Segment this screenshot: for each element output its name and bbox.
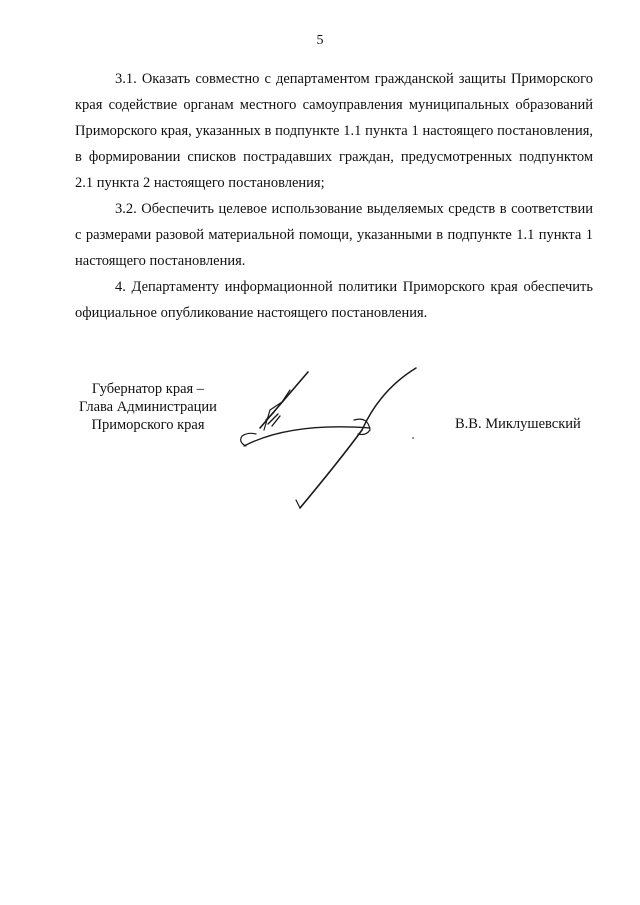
signatory-title <box>60 380 236 434</box>
paragraph-3-2: 3.2. Обеспечить целевое использование выделяемых средств в соответствии с размерами разовой материальной помощи, указанными в подпункте 1.1 пункта 1 настоящего постановления. <box>75 201 593 269</box>
handwritten-signature-icon <box>230 350 430 520</box>
page-number: 5 <box>316 33 324 48</box>
signatory-name: В.В. Миклушевский <box>455 416 581 432</box>
paragraph-3-1: 3.1. Оказать совместно с департаментом гражданской защиты Приморского края содействие органам местного самоуправления муниципальных образований Приморского края, указанных в подпункте 1.1 пункта 1 настоящего постановления, в формировании списков пострадавших граждан, предусмотренных подпунктом 2.1 пункта 2 настоящего постановления; <box>75 71 593 191</box>
signatory-title-line: Приморского края <box>91 417 205 433</box>
signatory-title-line: Глава Администрации <box>79 399 217 415</box>
signatory-title-line: Губернатор края – <box>91 381 205 397</box>
document-body <box>75 66 593 326</box>
paragraph-4: 4. Департаменту информационной политики Приморского края обеспечить официальное опубликование настоящего постановления. <box>75 279 593 321</box>
speck-mark <box>412 437 414 439</box>
